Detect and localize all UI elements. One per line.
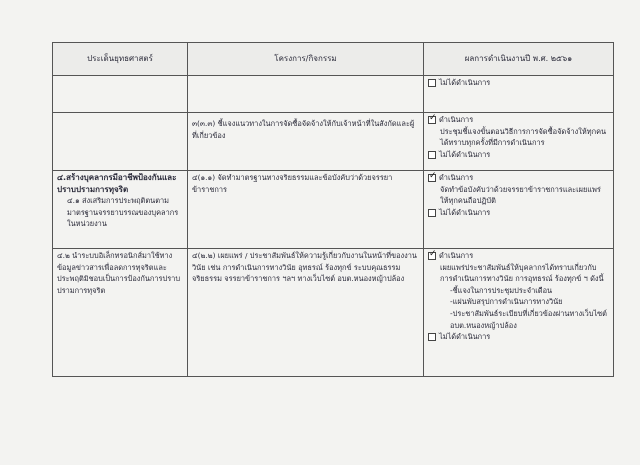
table-row <box>53 171 614 249</box>
row3-result-detail: จัดทำข้อบังคับว่าด้วยจรรยาข้าราชการและเผยแพร่ให้ทุกคนถือปฏิบัติ <box>440 184 601 206</box>
header-strategy: ประเด็นยุทธศาสตร์ <box>53 43 188 76</box>
unchecked-checkbox <box>428 209 436 217</box>
list-item: -ชี้แจงในการประชุมประจำเดือน <box>450 285 553 295</box>
row3-project-cell <box>188 171 424 249</box>
unchecked-checkbox <box>428 333 436 341</box>
table-row <box>53 76 614 113</box>
checked-label: ดำเนินการ <box>439 173 474 182</box>
checked-label: ดำเนินการ <box>439 115 474 124</box>
unchecked-label: ไม่ได้ดำเนินการ <box>439 332 491 342</box>
row1-project-cell <box>188 76 424 113</box>
checked-label: ดำเนินการ <box>439 251 474 260</box>
checked-checkbox <box>428 252 436 260</box>
unchecked-checkbox <box>428 151 436 159</box>
row3-strategy-cell <box>53 171 188 249</box>
checked-checkbox <box>428 174 436 182</box>
results-table <box>52 42 614 377</box>
list-item: -แผ่นพับสรุปการดำเนินการทางวินัย <box>450 297 563 307</box>
table-header-row <box>53 43 614 76</box>
header-project: โครงการ/กิจกรรม <box>188 43 424 76</box>
unchecked-label: ไม่ได้ดำเนินการ <box>439 149 491 159</box>
header-results: ผลการดำเนินงานปี พ.ศ. ๒๕๖๑ <box>424 43 614 76</box>
row4-project-text: ๔(๒.๒) เผยแพร่ / ประชาสัมพันธ์ให้ความรู้เกี่ยวกับงานในหน้าที่ของงานวินัย เช่น การดำเนินการทางวินัย อุทธรณ์ ร้องทุกข์ ระบบคุณธรรม จริยธรรม จรรยาข้าราชการ ฯลฯ ทางเว็บไซต์ อบต.หนองหญ้าปล้อง <box>192 251 417 284</box>
unchecked-checkbox <box>428 79 436 87</box>
row4-strategy-cell <box>53 249 188 377</box>
list-item: -ประชาสัมพันธ์ระเบียบที่เกี่ยวข้องผ่านทางเว็บไซต์ อบต.หนองหญ้าปล้อง <box>450 308 607 330</box>
row3-strategy-title: ๔.สร้างบุคลากรมีอาชีพป้องกันและปราบปรามการทุจริต <box>57 173 177 194</box>
row4-result-detail: เผยแพร่ประชาสัมพันธ์ให้บุคลากรได้ทราบเกี่ยวกับการดำเนินการทางวินัย การอุทธรณ์ ร้องทุกข์ ฯ ดังนี้ <box>440 262 604 284</box>
table-row <box>53 113 614 171</box>
row2-project-text: ๓(๓.๓) ชี้แจงแนวทางในการจัดซื้อจัดจ้างให้กับเจ้าหน้าที่ในสังกัดและผู้ที่เกี่ยวข้อง <box>192 119 415 140</box>
row2-result-cell <box>424 113 614 171</box>
row1-strategy-cell <box>53 76 188 113</box>
row2-project-cell <box>188 113 424 171</box>
row3-project-text: ๔(๑.๑) จัดทำมาตรฐานทางจริยธรรมและข้อบังคับว่าด้วยจรรยาข้าราชการ <box>192 173 393 194</box>
row2-result-detail: ประชุมชี้แจงขั้นตอนวิธีการการจัดซื้อจัดจ้างให้ทุกคนได้ทราบทุกครั้งที่มีการดำเนินการ <box>440 126 607 148</box>
row4-strategy-text: ๔.๒ นำระบบอิเล็กทรอนิกส์มาใช้ทางข้อมูลข่าวสารเพื่อลดการทุจริตและประพฤติมิชอบเป็นการป้องกันการปราบปรามการทุจริต <box>57 251 181 295</box>
unchecked-label: ไม่ได้ดำเนินการ <box>439 78 491 87</box>
checked-checkbox <box>428 116 436 124</box>
row2-strategy-cell <box>53 113 188 171</box>
table-row <box>53 249 614 377</box>
row4-result-cell <box>424 249 614 377</box>
row4-project-cell <box>188 249 424 377</box>
row3-result-cell <box>424 171 614 249</box>
row3-strategy-sub: ๔.๑ ส่งเสริมการประพฤติตนตามมาตรฐานจรรยาบรรณของบุคลากรในหน่วยงาน <box>67 196 179 229</box>
unchecked-label: ไม่ได้ดำเนินการ <box>439 207 491 217</box>
row1-result-cell <box>424 76 614 113</box>
